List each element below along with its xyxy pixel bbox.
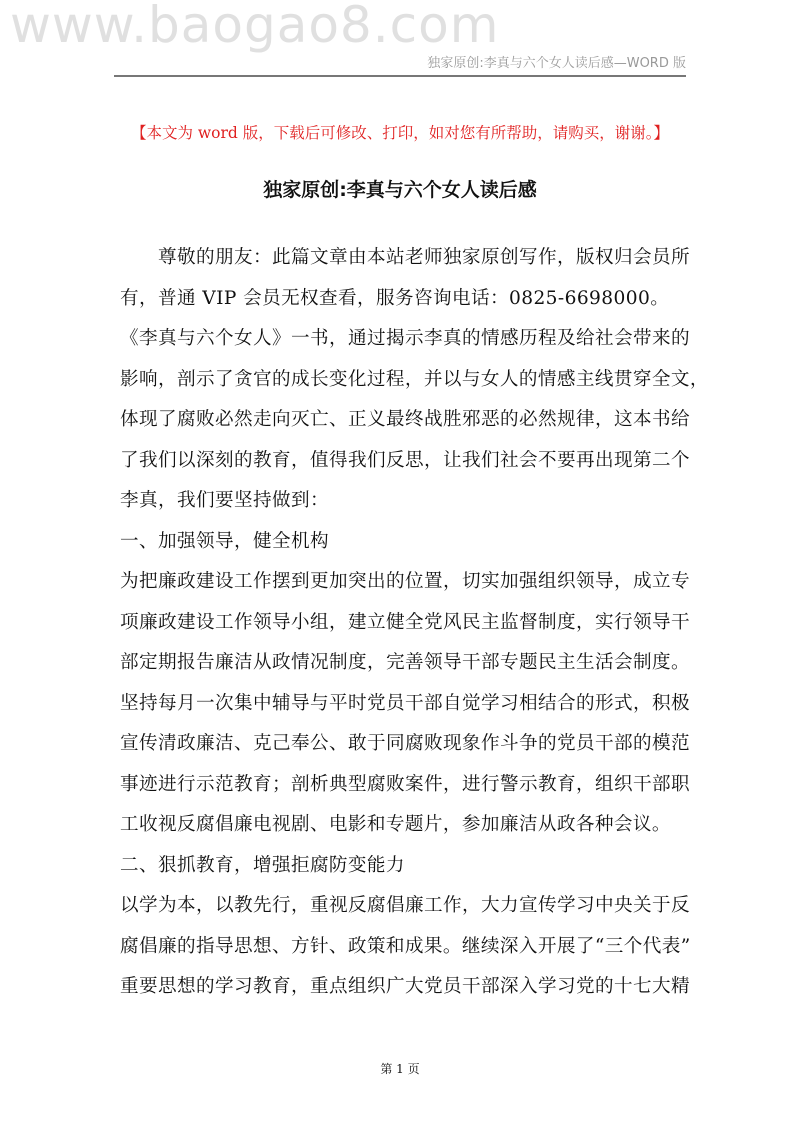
text-line: 有，普通 VIP 会员无权查看，服务咨询电话：0825-6698000。	[120, 287, 670, 309]
text-line: 重要思想的学习教育，重点组织广大党员干部深入学习党的十七大精	[120, 976, 690, 997]
text-line: 宣传清政廉洁、克己奉公、敢于同腐败现象作斗争的党员干部的模范	[120, 733, 690, 754]
text-line: 坚持每月一次集中辅导与平时党员干部自觉学习相结合的形式，积极	[120, 692, 690, 714]
text-line: 尊敬的朋友：此篇文章由本站老师独家原创写作，版权归会员所	[158, 247, 690, 268]
text-line: 《李真与六个女人》一书，通过揭示李真的情感历程及给社会带来的	[120, 328, 690, 349]
text-line: 为把廉政建设工作摆到更加突出的位置，切实加强组织领导，成立专	[120, 571, 690, 592]
purchase-notice: 【本文为 word 版，下载后可修改、打印，如对您有所帮助，请购买，谢谢。】	[130, 124, 670, 142]
document-title: 独家原创:李真与六个女人读后感	[263, 179, 537, 201]
text-line: 了我们以深刻的教育，值得我们反思，让我们社会不要再出现第二个	[120, 449, 690, 471]
text-line: 事迹进行示范教育；剖析典型腐败案件，进行警示教育，组织干部职	[120, 773, 690, 795]
header-divider	[114, 75, 686, 77]
text-line: 以学为本，以教先行，重视反腐倡廉工作，大力宣传学习中央关于反	[120, 895, 690, 916]
text-line: 体现了腐败必然走向灭亡、正义最终战胜邪恶的必然规律，这本书给	[120, 409, 690, 430]
running-header: 独家原创:李真与六个女人读后感—WORD 版	[427, 56, 686, 71]
text-line: 项廉政建设工作领导小组，建立健全党风民主监督制度，实行领导干	[120, 611, 690, 633]
page-number: 第 1 页	[380, 1062, 420, 1076]
document-body	[120, 238, 709, 1008]
text-line: 李真，我们要坚持做到：	[120, 490, 329, 511]
text-line: 腐倡廉的指导思想、方针、政策和成果。继续深入开展了“三个代表”	[120, 935, 691, 957]
text-line: 工收视反腐倡廉电视剧、电影和专题片，参加廉洁从政各种会议。	[120, 814, 671, 835]
section-heading: 一、加强领导，健全机构	[120, 530, 329, 552]
text-line: 影响，剖示了贪官的成长变化过程，并以与女人的情感主线贯穿全文，	[120, 368, 709, 390]
text-line: 部定期报告廉洁从政情况制度，完善领导干部专题民主生活会制度。	[120, 652, 690, 673]
section-heading: 二、狠抓教育，增强拒腐防变能力	[120, 854, 405, 876]
watermark: www.baogao8.com	[10, 0, 500, 54]
